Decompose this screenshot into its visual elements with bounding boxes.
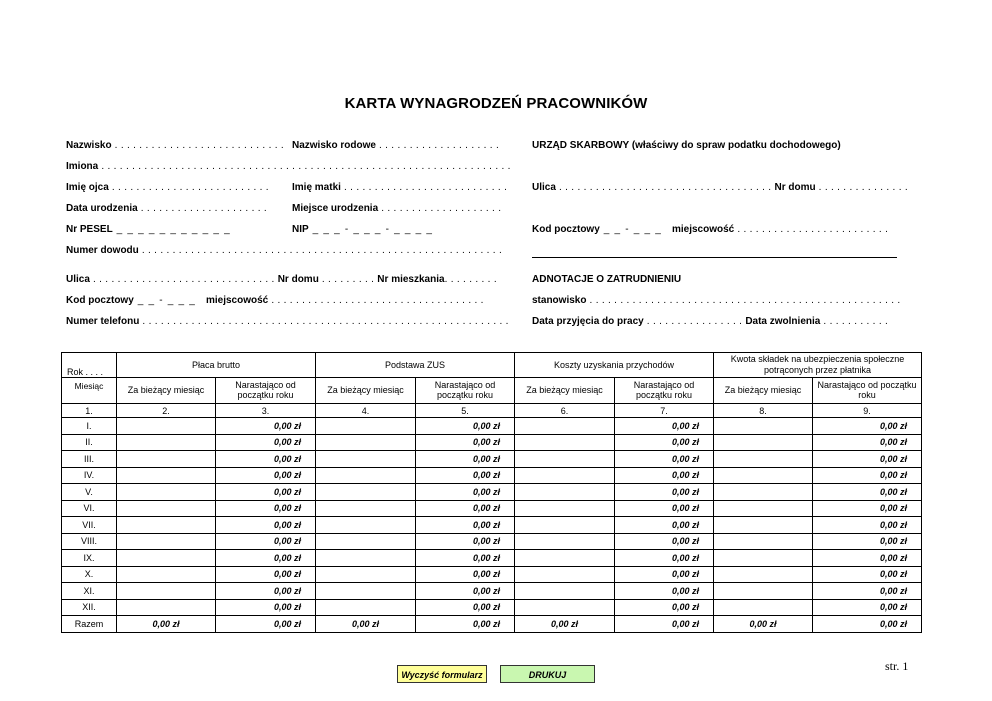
month-label: XII. — [62, 599, 117, 616]
total-row — [62, 616, 922, 633]
monthly-input-cell[interactable] — [316, 451, 416, 468]
monthly-input-cell[interactable] — [117, 566, 216, 583]
cumulative-value-cell[interactable]: 0,00 zł — [615, 484, 714, 501]
column-number: 1. — [62, 404, 117, 418]
monthly-input-cell[interactable] — [316, 583, 416, 600]
column-number: 4. — [316, 404, 416, 418]
monthly-input-cell[interactable] — [515, 484, 615, 501]
cumulative-value-cell[interactable]: 0,00 zł — [615, 599, 714, 616]
monthly-input-cell[interactable] — [714, 500, 813, 517]
month-label: X. — [62, 566, 117, 583]
monthly-input-cell[interactable] — [515, 500, 615, 517]
table-row — [62, 583, 922, 600]
month-label: V. — [62, 484, 117, 501]
cumulative-value-cell[interactable]: 0,00 zł — [813, 533, 922, 550]
nip-field[interactable]: NIP _ _ _ - _ _ _ - _ _ _ _ — [292, 224, 434, 235]
monthly-input-cell[interactable] — [117, 434, 216, 451]
month-label: I. — [62, 418, 117, 435]
monthly-input-cell[interactable] — [316, 484, 416, 501]
sub-header-cumulative: Narastająco od początku roku — [615, 378, 714, 404]
income-costs-header: Koszty uzyskania przychodów — [515, 353, 714, 378]
monthly-input-cell[interactable] — [316, 550, 416, 567]
birth-date-field[interactable]: Data urodzenia . . . . . . . . . . . . . . . . . . . . . — [66, 203, 267, 214]
birth-place-field[interactable]: Miejsce urodzenia . . . . . . . . . . . . . . . . . . . . — [292, 203, 502, 214]
monthly-input-cell[interactable] — [316, 500, 416, 517]
total-value-cell: 0,00 zł — [615, 616, 714, 633]
monthly-input-cell[interactable] — [515, 533, 615, 550]
column-number: 6. — [515, 404, 615, 418]
cumulative-value-cell[interactable]: 0,00 zł — [813, 583, 922, 600]
gross-pay-header: Płaca brutto — [117, 353, 316, 378]
monthly-input-cell[interactable] — [714, 484, 813, 501]
sub-header-current: Za bieżący miesiąc — [316, 378, 416, 404]
sub-header-current: Za bieżący miesiąc — [117, 378, 216, 404]
cumulative-value-cell[interactable]: 0,00 zł — [216, 467, 316, 484]
cumulative-value-cell[interactable]: 0,00 zł — [416, 599, 515, 616]
table-row — [62, 484, 922, 501]
monthly-input-cell[interactable] — [515, 566, 615, 583]
table-row — [62, 500, 922, 517]
cumulative-value-cell[interactable]: 0,00 zł — [615, 517, 714, 534]
form-title: KARTA WYNAGRODZEŃ PRACOWNIKÓW — [344, 95, 648, 112]
surname-field[interactable]: Nazwisko . . . . . . . . . . . . . . . . . . . . . . . . . . . . — [66, 140, 284, 151]
month-label: VII. — [62, 517, 117, 534]
cumulative-value-cell[interactable]: 0,00 zł — [216, 484, 316, 501]
tax-office-postal-field[interactable]: Kod pocztowy _ _ - _ _ _ miejscowość . . . . . . . . . . . . . . . . . . . . . . . . . — [532, 224, 889, 235]
total-value-cell: 0,00 zł — [216, 616, 316, 633]
cumulative-value-cell[interactable]: 0,00 zł — [615, 418, 714, 435]
page-number: str. 1 — [885, 659, 909, 673]
monthly-input-cell[interactable] — [316, 566, 416, 583]
total-value-cell: 0,00 zł — [714, 616, 813, 633]
monthly-input-cell[interactable] — [515, 418, 615, 435]
month-label: XI. — [62, 583, 117, 600]
cumulative-value-cell[interactable]: 0,00 zł — [615, 533, 714, 550]
cumulative-value-cell[interactable]: 0,00 zł — [615, 566, 714, 583]
pesel-field[interactable]: Nr PESEL _ _ _ _ _ _ _ _ _ _ _ — [66, 224, 231, 235]
monthly-input-cell[interactable] — [714, 550, 813, 567]
cumulative-value-cell[interactable]: 0,00 zł — [813, 418, 922, 435]
print-button[interactable]: DRUKUJ — [500, 665, 595, 683]
table-row — [62, 451, 922, 468]
sub-header-cumulative: Narastająco od początku roku — [813, 378, 922, 404]
monthly-input-cell[interactable] — [117, 484, 216, 501]
month-label: IV. — [62, 467, 117, 484]
month-label: VI. — [62, 500, 117, 517]
cumulative-value-cell[interactable]: 0,00 zł — [216, 550, 316, 567]
cumulative-value-cell[interactable]: 0,00 zł — [216, 500, 316, 517]
monthly-input-cell[interactable] — [515, 583, 615, 600]
column-number: 5. — [416, 404, 515, 418]
table-row — [62, 550, 922, 567]
postal-code-field[interactable]: Kod pocztowy _ _ - _ _ _ miejscowość . . . . . . . . . . . . . . . . . . . . . . . . . . . . . . . . . . . — [66, 295, 484, 306]
monthly-input-cell[interactable] — [714, 533, 813, 550]
tax-office-heading: URZĄD SKARBOWY (właściwy do spraw podatku dochodowego) — [532, 140, 841, 151]
cumulative-value-cell[interactable]: 0,00 zł — [416, 451, 515, 468]
monthly-input-cell[interactable] — [316, 418, 416, 435]
table-row — [62, 418, 922, 435]
monthly-input-cell[interactable] — [316, 599, 416, 616]
monthly-input-cell[interactable] — [515, 599, 615, 616]
cumulative-value-cell[interactable]: 0,00 zł — [813, 599, 922, 616]
column-number: 3. — [216, 404, 316, 418]
cumulative-value-cell[interactable]: 0,00 zł — [416, 550, 515, 567]
zus-base-header: Podstawa ZUS — [316, 353, 515, 378]
cumulative-value-cell[interactable]: 0,00 zł — [615, 550, 714, 567]
monthly-input-cell[interactable] — [117, 583, 216, 600]
cumulative-value-cell[interactable]: 0,00 zł — [813, 500, 922, 517]
employment-notes-heading: ADNOTACJE O ZATRUDNIENIU — [532, 274, 682, 285]
monthly-input-cell[interactable] — [117, 517, 216, 534]
monthly-input-cell[interactable] — [714, 599, 813, 616]
monthly-input-cell[interactable] — [515, 517, 615, 534]
salary-table — [61, 352, 922, 633]
sub-header-cumulative: Narastająco od początku roku — [216, 378, 316, 404]
cumulative-value-cell[interactable]: 0,00 zł — [813, 451, 922, 468]
monthly-input-cell[interactable] — [117, 451, 216, 468]
tax-office-name-line — [532, 257, 897, 258]
cumulative-value-cell[interactable]: 0,00 zł — [615, 467, 714, 484]
table-row — [62, 467, 922, 484]
monthly-input-cell[interactable] — [714, 566, 813, 583]
table-row — [62, 533, 922, 550]
clear-form-button[interactable]: Wyczyść formularz — [397, 665, 487, 683]
total-value-cell: 0,00 zł — [316, 616, 416, 633]
cumulative-value-cell[interactable]: 0,00 zł — [416, 467, 515, 484]
cumulative-value-cell[interactable]: 0,00 zł — [416, 566, 515, 583]
monthly-input-cell[interactable] — [714, 467, 813, 484]
table-row — [62, 434, 922, 451]
cumulative-value-cell[interactable]: 0,00 zł — [416, 583, 515, 600]
position-field[interactable]: stanowisko . . . . . . . . . . . . . . . . . . . . . . . . . . . . . . . . . . . . . . . . . . . . . . . . . . . — [532, 295, 901, 306]
father-name-field[interactable]: Imię ojca . . . . . . . . . . . . . . . . . . . . . . . . . . — [66, 182, 269, 193]
monthly-input-cell[interactable] — [714, 451, 813, 468]
tax-office-street-field[interactable]: Ulica . . . . . . . . . . . . . . . . . . . . . . . . . . . . . . . . . . . Nr domu . . . . . . . . . . . . . . . — [532, 182, 908, 193]
sub-header-cumulative: Narastająco od początku roku — [416, 378, 515, 404]
cumulative-value-cell[interactable]: 0,00 zł — [216, 418, 316, 435]
monthly-input-cell[interactable] — [714, 517, 813, 534]
cumulative-value-cell[interactable]: 0,00 zł — [813, 434, 922, 451]
monthly-input-cell[interactable] — [117, 533, 216, 550]
month-label: II. — [62, 434, 117, 451]
monthly-input-cell[interactable] — [316, 434, 416, 451]
cumulative-value-cell[interactable]: 0,00 zł — [416, 418, 515, 435]
monthly-input-cell[interactable] — [316, 533, 416, 550]
cumulative-value-cell[interactable]: 0,00 zł — [216, 434, 316, 451]
column-number: 7. — [615, 404, 714, 418]
total-value-cell: 0,00 zł — [416, 616, 515, 633]
family-name-field[interactable]: Nazwisko rodowe . . . . . . . . . . . . . . . . . . . . — [292, 140, 500, 151]
cumulative-value-cell[interactable]: 0,00 zł — [813, 550, 922, 567]
column-number: 2. — [117, 404, 216, 418]
cumulative-value-cell[interactable]: 0,00 zł — [615, 451, 714, 468]
cumulative-value-cell[interactable]: 0,00 zł — [813, 517, 922, 534]
total-value-cell: 0,00 zł — [117, 616, 216, 633]
monthly-input-cell[interactable] — [714, 418, 813, 435]
mother-name-field[interactable]: Imię matki . . . . . . . . . . . . . . . . . . . . . . . . . . . — [292, 182, 508, 193]
phone-field[interactable]: Numer telefonu . . . . . . . . . . . . . . . . . . . . . . . . . . . . . . . . . . . . . . . . . . . . . . . . . . . . . . . . . . . . — [66, 316, 509, 327]
street-field[interactable]: Ulica . . . . . . . . . . . . . . . . . . . . . . . . . . . . . . Nr domu . . . . . . . . . Nr mieszkania. . . . . . . . . — [66, 274, 497, 285]
monthly-input-cell[interactable] — [515, 434, 615, 451]
cumulative-value-cell[interactable]: 0,00 zł — [416, 533, 515, 550]
id-number-field[interactable]: Numer dowodu . . . . . . . . . . . . . . . . . . . . . . . . . . . . . . . . . . . . . . . . . . . . . . . . . . . . . . . . . . . — [66, 245, 503, 256]
monthly-input-cell[interactable] — [316, 467, 416, 484]
monthly-input-cell[interactable] — [117, 500, 216, 517]
cumulative-value-cell[interactable]: 0,00 zł — [416, 484, 515, 501]
cumulative-value-cell[interactable]: 0,00 zł — [615, 500, 714, 517]
cumulative-value-cell[interactable]: 0,00 zł — [216, 517, 316, 534]
cumulative-value-cell[interactable]: 0,00 zł — [416, 517, 515, 534]
monthly-input-cell[interactable] — [117, 550, 216, 567]
cumulative-value-cell[interactable]: 0,00 zł — [416, 434, 515, 451]
hire-date-field[interactable]: Data przyjęcia do pracy . . . . . . . . . . . . . . . . Data zwolnienia . . . . . . . . . . . — [532, 316, 889, 327]
monthly-input-cell[interactable] — [515, 467, 615, 484]
social-contributions-header: Kwota składek na ubezpieczenia społeczne potrąconych przez płatnika — [714, 353, 922, 378]
monthly-input-cell[interactable] — [515, 451, 615, 468]
monthly-input-cell[interactable] — [117, 599, 216, 616]
cumulative-value-cell[interactable]: 0,00 zł — [216, 533, 316, 550]
total-label: Razem — [62, 616, 117, 633]
monthly-input-cell[interactable] — [515, 550, 615, 567]
monthly-input-cell[interactable] — [117, 418, 216, 435]
table-row — [62, 566, 922, 583]
cumulative-value-cell[interactable]: 0,00 zł — [216, 451, 316, 468]
monthly-input-cell[interactable] — [117, 467, 216, 484]
table-row — [62, 517, 922, 534]
month-label: III. — [62, 451, 117, 468]
total-value-cell: 0,00 zł — [515, 616, 615, 633]
sub-header-current: Za bieżący miesiąc — [714, 378, 813, 404]
cumulative-value-cell[interactable]: 0,00 zł — [813, 467, 922, 484]
monthly-input-cell[interactable] — [714, 583, 813, 600]
cumulative-value-cell[interactable]: 0,00 zł — [813, 566, 922, 583]
monthly-input-cell[interactable] — [714, 434, 813, 451]
cumulative-value-cell[interactable]: 0,00 zł — [416, 500, 515, 517]
total-value-cell: 0,00 zł — [813, 616, 922, 633]
month-label: IX. — [62, 550, 117, 567]
sub-header-current: Za bieżący miesiąc — [515, 378, 615, 404]
month-header: Miesiąc — [62, 378, 117, 404]
month-label: VIII. — [62, 533, 117, 550]
column-number: 9. — [813, 404, 922, 418]
cumulative-value-cell[interactable]: 0,00 zł — [813, 484, 922, 501]
cumulative-value-cell[interactable]: 0,00 zł — [216, 599, 316, 616]
cumulative-value-cell[interactable]: 0,00 zł — [615, 583, 714, 600]
table-row — [62, 599, 922, 616]
column-number: 8. — [714, 404, 813, 418]
year-header[interactable]: Rok . . . . — [62, 353, 117, 378]
monthly-input-cell[interactable] — [316, 517, 416, 534]
first-names-field[interactable]: Imiona . . . . . . . . . . . . . . . . . . . . . . . . . . . . . . . . . . . . . . . . . . . . . . . . . . . . . . . . . . . . . . . . . . . — [66, 161, 511, 172]
cumulative-value-cell[interactable]: 0,00 zł — [216, 566, 316, 583]
cumulative-value-cell[interactable]: 0,00 zł — [216, 583, 316, 600]
cumulative-value-cell[interactable]: 0,00 zł — [615, 434, 714, 451]
